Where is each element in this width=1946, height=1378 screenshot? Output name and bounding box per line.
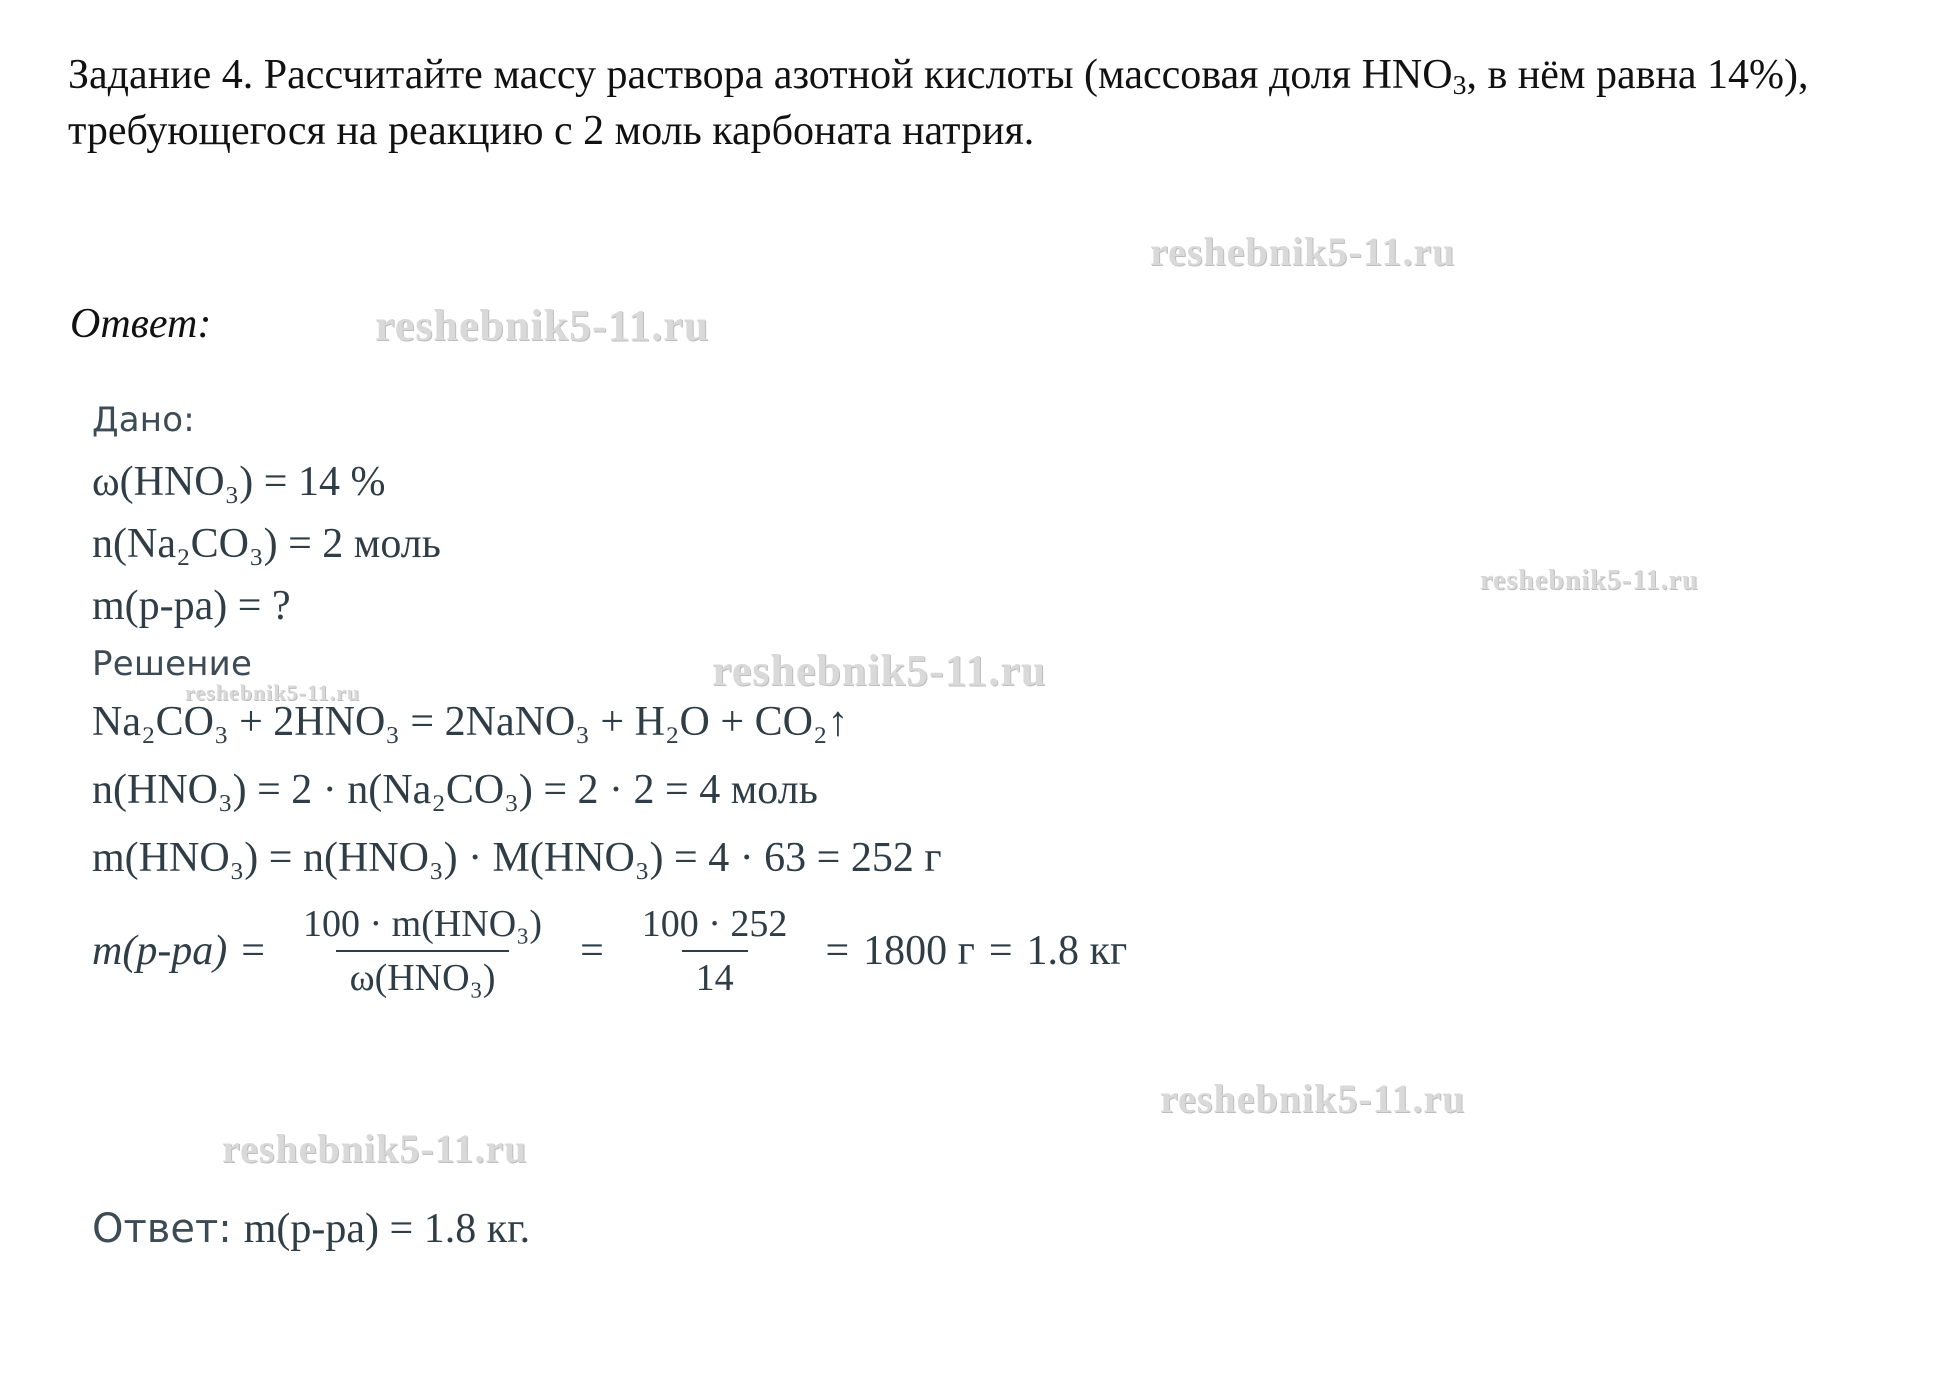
fraction-equals-2: = xyxy=(580,928,604,974)
equations-list xyxy=(92,698,1592,882)
fraction-first xyxy=(289,902,556,1000)
fraction-equals-4: = xyxy=(988,928,1013,974)
final-answer xyxy=(92,1205,530,1253)
task-number: Задание 4. xyxy=(68,52,254,98)
fraction-equals-1: = xyxy=(241,928,265,974)
equation-moles-hno3: n(HNO₃) = 2 · n(Na₂CO₃) = 2 · 2 = 4 моль xyxy=(92,767,818,813)
equation-reaction: Na₂CO₃ + 2HNO₃ = 2NaNO₃ + H₂O + CO₂↑ xyxy=(92,699,849,745)
task-text-part1: Рассчитайте массу раствора азотной кислоты (массовая доля HNO xyxy=(263,52,1453,98)
watermark: reshebnik5-11.ru xyxy=(222,1126,528,1171)
fraction-lhs: m(р-ра) xyxy=(92,928,228,974)
watermark: reshebnik5-11.ru xyxy=(185,680,361,705)
final-answer-value: m(р-ра) = 1.8 кг. xyxy=(243,1206,531,1252)
watermark: reshebnik5-11.ru xyxy=(712,646,1047,695)
answer-label: Ответ: xyxy=(70,301,212,347)
fraction-second-denominator: 14 xyxy=(682,950,748,1000)
solution-title: Решение xyxy=(92,644,253,684)
equation-mass-hno3: m(HNO₃) = n(HNO₃) · M(HNO₃) = 4 · 63 = 252 г xyxy=(92,835,942,881)
fraction-first-denominator: ω(HNO₃) xyxy=(336,950,510,1000)
fraction-second-numerator: 100 · 252 xyxy=(641,903,788,945)
fraction-equals-3: = xyxy=(825,928,850,974)
watermark: reshebnik5-11.ru xyxy=(375,301,710,350)
given-list xyxy=(92,458,1592,630)
watermark: reshebnik5-11.ru xyxy=(1160,1076,1466,1121)
given-title: Дано: xyxy=(92,400,195,440)
fraction-second xyxy=(628,902,802,1000)
result-kilograms: 1.8 кг xyxy=(1026,928,1128,974)
task-text-part2: , в нём равна 14%), требующегося на реакцию с 2 моль карбоната натрия. xyxy=(68,52,1809,154)
given-moles-na2co3: n(Na₂CO₃) = 2 моль xyxy=(92,521,441,567)
task-subscript: 3 xyxy=(1452,69,1467,101)
watermark: reshebnik5-11.ru xyxy=(1480,565,1699,596)
fraction-first-numerator: 100 · m(HNO₃) xyxy=(302,903,543,945)
final-answer-label: Ответ: xyxy=(92,1206,232,1252)
given-mass-solution-unknown: m(р-ра) = ? xyxy=(92,583,291,629)
given-omega: ω(HNO₃) = 14 % xyxy=(92,459,386,505)
equation-mass-solution xyxy=(92,902,1592,1000)
result-grams: 1800 г xyxy=(863,928,975,974)
watermark: reshebnik5-11.ru xyxy=(1150,229,1456,274)
task-statement xyxy=(68,48,1868,160)
